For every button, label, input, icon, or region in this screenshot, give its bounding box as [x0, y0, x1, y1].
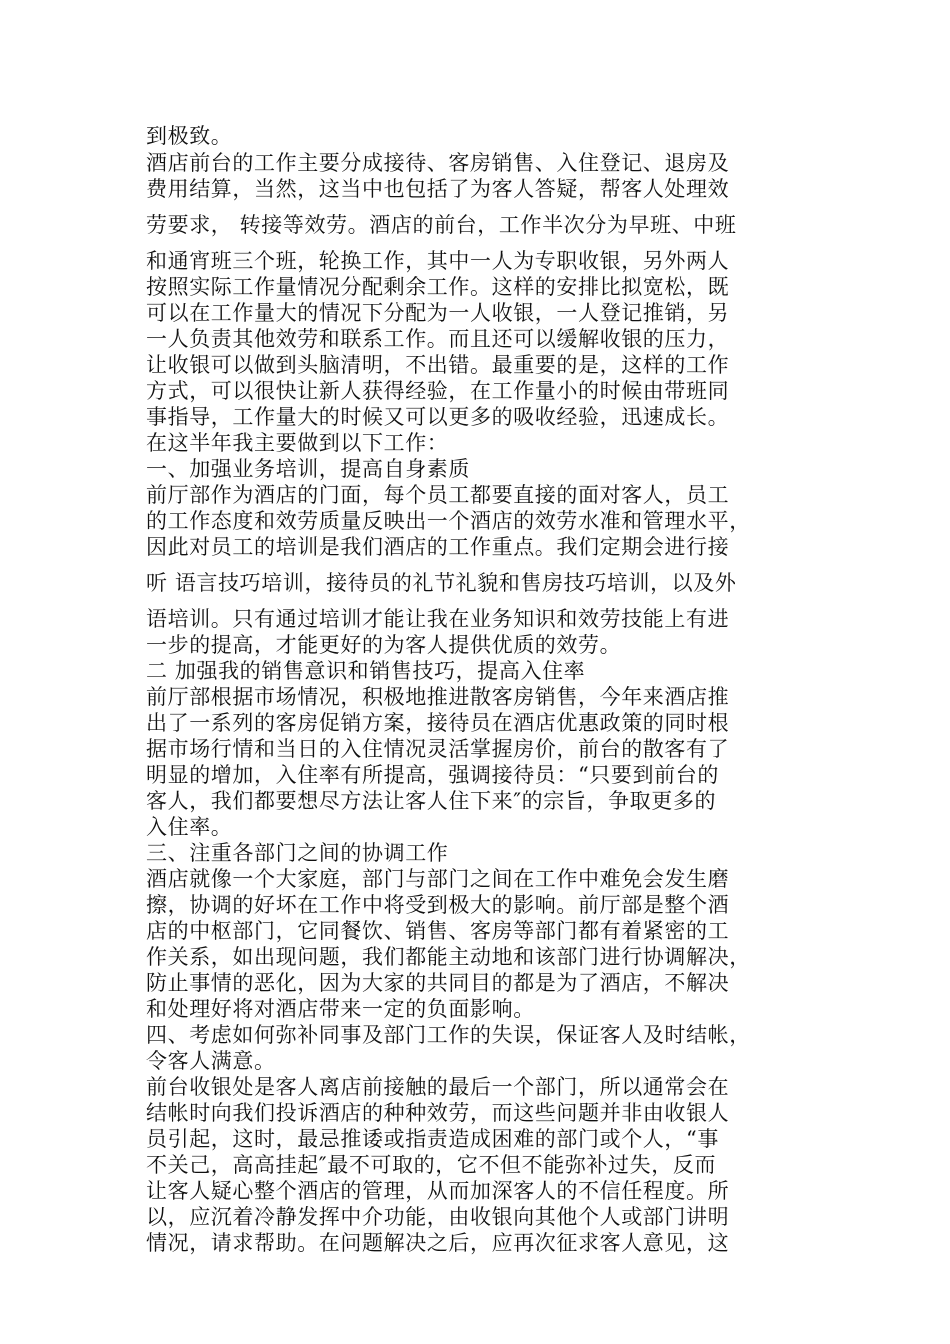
text-line: 前厅部作为酒店的门面，每个员工都要直接的面对客人，员工 — [146, 483, 730, 507]
text-line: 的工作态度和效劳质量反映出一个酒店的效劳水准和管理水平， — [146, 509, 751, 533]
text-line: 事指导，工作量大的时候又可以更多的吸收经验，迅速成长。 — [146, 405, 730, 429]
text-line: 店的中枢部门，它同餐饮、销售、客房等部门都有着紧密的工 — [146, 919, 730, 943]
text-line: 和处理好将对酒店带来一定的负面影响。 — [146, 997, 535, 1021]
text-line: 入住率。 — [146, 815, 233, 839]
text-line: 一步的提高，才能更好的为客人提供优质的效劳。 — [146, 633, 622, 657]
text-line: 方式，可以很快让新人获得经验，在工作量小的时候由带班同 — [146, 379, 730, 403]
text-line: 明显的增加，入住率有所提高，强调接待员：“只要到前台的 — [146, 763, 719, 787]
text-line: 让客人疑心整个酒店的管理，从而加深客人的不信任程度。所 — [146, 1179, 730, 1203]
text-line: 令客人满意。 — [146, 1049, 276, 1073]
text-line: 因此对员工的培训是我们酒店的工作重点。我们定期会进行接 — [146, 535, 730, 559]
text-line: 酒店就像一个大家庭，部门与部门之间在工作中难免会发生磨 — [146, 867, 730, 891]
text-line: 酒店前台的工作主要分成接待、客房销售、入住登记、退房及 — [146, 151, 730, 175]
text-line: 以，应沉着冷静发挥中介功能，由收银向其他个人或部门讲明 — [146, 1205, 730, 1229]
section-intro: 在这半年我主要做到以下工作： — [146, 431, 449, 455]
text-line: 语培训。只有通过培训才能让我在业务知识和效劳技能上有进 — [146, 607, 730, 631]
section-heading: 三、注重各部门之间的协调工作 — [146, 841, 449, 865]
text-line: 前厅部根据市场情况，积极地推进散客房销售，今年来酒店推 — [146, 685, 730, 709]
section-heading: 二 加强我的销售意识和销售技巧，提高入住率 — [146, 659, 586, 683]
text-line: 听 语言技巧培训，接待员的礼节礼貌和售房技巧培训，以及外 — [146, 571, 737, 595]
text-line: 防止事情的恶化，因为大家的共同目的都是为了酒店，不解决 — [146, 971, 730, 995]
text-line: 到极致。 — [146, 124, 233, 148]
text-line: 前台收银处是客人离店前接触的最后一个部门，所以通常会在 — [146, 1075, 730, 1099]
section-heading: 一、加强业务培训，提高自身素质 — [146, 457, 470, 481]
text-line: 让收银可以做到头脑清明，不出错。最重要的是，这样的工作 — [146, 353, 730, 377]
text-line: 按照实际工作量情况分配剩余工作。这样的安排比拟宽松，既 — [146, 275, 730, 299]
text-line: 劳要求， 转接等效劳。酒店的前台，工作半次分为早班、中班 — [146, 213, 737, 237]
text-line: 一人负责其他效劳和联系工作。而且还可以缓解收银的压力， — [146, 327, 730, 351]
section-heading: 四、考虑如何弥补同事及部门工作的失误，保证客人及时结帐， — [146, 1023, 751, 1047]
text-line: 出了一系列的客房促销方案，接待员在酒店优惠政策的同时根 — [146, 711, 730, 735]
text-line: 费用结算，当然，这当中也包括了为客人答疑，帮客人处理效 — [146, 177, 730, 201]
text-line: 不关己，高高挂起″最不可取的，它不但不能弥补过失，反而 — [146, 1153, 717, 1177]
text-line: 结帐时向我们投诉酒店的种种效劳，而这些问题并非由收银人 — [146, 1101, 730, 1125]
text-line: 作关系，如出现问题，我们都能主动地和该部门进行协调解决， — [146, 945, 751, 969]
text-line: 情况，请求帮助。在问题解决之后，应再次征求客人意见，这 — [146, 1231, 730, 1255]
text-line: 和通宵班三个班，轮换工作，其中一人为专职收银，另外两人 — [146, 249, 730, 273]
text-line: 擦，协调的好坏在工作中将受到极大的影响。前厅部是整个酒 — [146, 893, 730, 917]
text-line: 客人，我们都要想尽方法让客人住下来″的宗旨，争取更多的 — [146, 789, 717, 813]
text-line: 可以在工作量大的情况下分配为一人收银，一人登记推销，另 — [146, 301, 730, 325]
text-line: 据市场行情和当日的入住情况灵活掌握房价，前台的散客有了 — [146, 737, 730, 761]
text-line: 员引起，这时，最忌推诿或指责造成困难的部门或个人，“事 — [146, 1127, 719, 1151]
